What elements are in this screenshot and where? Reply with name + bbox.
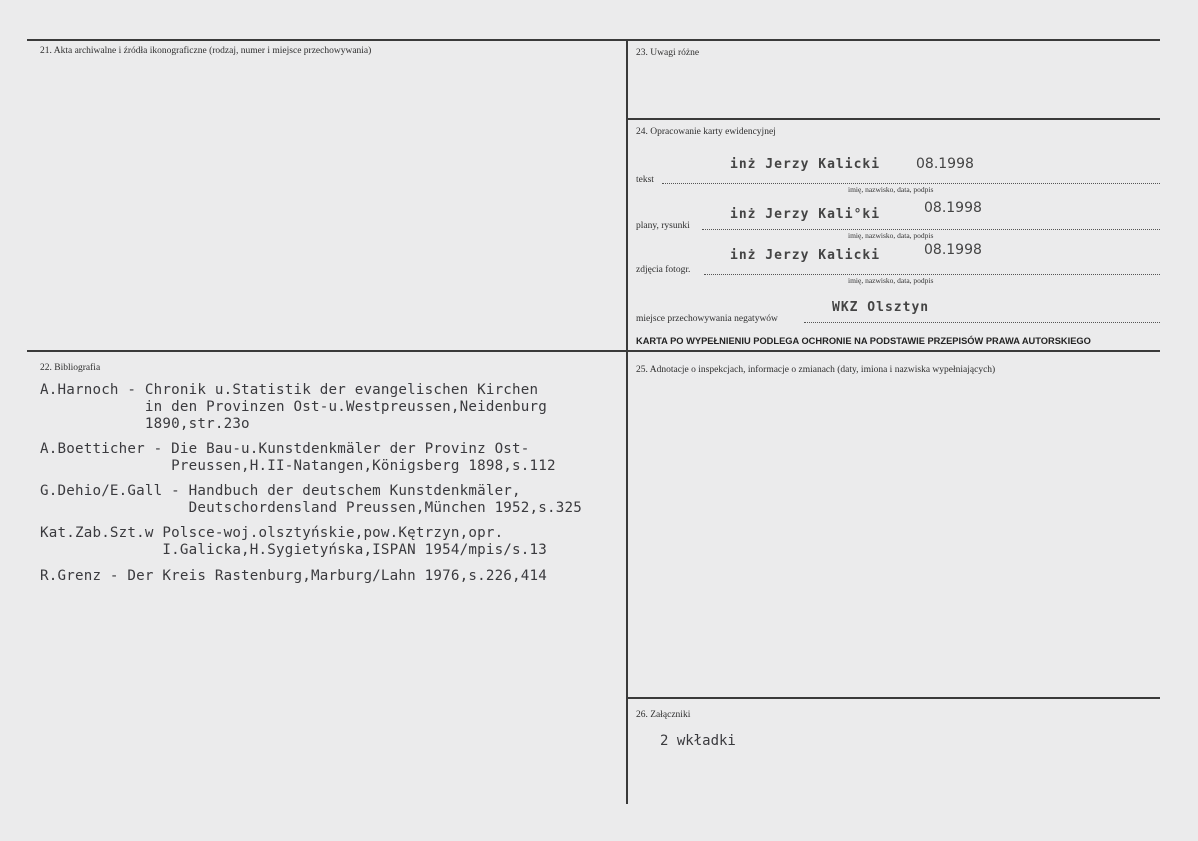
copyright-note: KARTA PO WYPEŁNIENIU PODLEGA OCHRONIE NA PODSTAWIE PRZEPISÓW PRAWA AUTORSKIEGO xyxy=(636,336,1091,346)
plans-row-caption: imię, nazwisko, data, podpis xyxy=(848,231,934,240)
text-row-label: tekst xyxy=(636,175,654,185)
field23-label: 23. Uwagi różne xyxy=(636,48,700,58)
text-author-name: inż Jerzy Kalicki xyxy=(730,157,881,172)
field21-label: 21. Akta archiwalne i źródła ikonograficzne (rodzaj, numer i miejsce przechowywania) xyxy=(40,46,372,56)
field25-bottom-line xyxy=(626,697,1160,699)
photos-row-caption: imię, nazwisko, data, podpis xyxy=(848,276,934,285)
photos-author-date: 08.1998 xyxy=(924,242,982,258)
field23-bottom-line xyxy=(626,118,1160,120)
bibliography-line: G.Dehio/E.Gall - Handbuch der deutschem Kunstdenkmäler, xyxy=(40,483,521,499)
bibliography-line: Preussen,H.II-Natangen,Königsberg 1898,s.112 xyxy=(40,458,556,474)
negatives-location-value: WKZ Olsztyn xyxy=(832,300,930,315)
negatives-dotted-line xyxy=(804,322,1160,323)
bibliography-line: A.Harnoch - Chronik u.Statistik der evangelischen Kirchen xyxy=(40,382,539,398)
text-row-caption: imię, nazwisko, data, podpis xyxy=(848,185,934,194)
field24-label: 24. Opracowanie karty ewidencyjnej xyxy=(636,127,776,137)
bibliography-line: Deutschordensland Preussen,München 1952,s.325 xyxy=(40,500,582,516)
text-author-date: 08.1998 xyxy=(916,156,974,172)
plans-author-name: inż Jerzy Kali°ki xyxy=(730,207,881,222)
photos-row-label: zdjęcia fotogr. xyxy=(636,265,691,275)
bibliography-line: Kat.Zab.Szt.w Polsce-woj.olsztyńskie,pow.Kętrzyn,opr. xyxy=(40,525,504,541)
plans-author-date: 08.1998 xyxy=(924,200,982,216)
bibliography-line: I.Galicka,H.Sygietyńska,ISPAN 1954/mpis/s.13 xyxy=(40,542,548,558)
center-divider xyxy=(626,39,628,804)
photos-row-dotted-line xyxy=(704,274,1160,275)
plans-row-label: plany, rysunki xyxy=(636,221,690,231)
text-row-dotted-line xyxy=(662,183,1160,184)
top-border xyxy=(27,39,1160,41)
bibliography-line: A.Boetticher - Die Bau-u.Kunstdenkmäler der Provinz Ost- xyxy=(40,441,530,457)
plans-row-dotted-line xyxy=(702,229,1160,230)
bibliography-line: R.Grenz - Der Kreis Rastenburg,Marburg/Lahn 1976,s.226,414 xyxy=(40,568,548,584)
bibliography-line: in den Provinzen Ost-u.Westpreussen,Neidenburg xyxy=(40,399,548,415)
photos-author-name: inż Jerzy Kalicki xyxy=(730,248,881,263)
field22-label: 22. Bibliografia xyxy=(40,363,101,373)
attachments-value: 2 wkładki xyxy=(660,733,736,749)
field26-label: 26. Załączniki xyxy=(636,710,691,720)
field25-label: 25. Adnotacje o inspekcjach, informacje o zmianach (daty, imiona i nazwiska wypełniających) xyxy=(636,365,996,375)
mid-horizontal-divider xyxy=(27,350,1160,352)
negatives-location-label: miejsce przechowywania negatywów xyxy=(636,314,778,324)
bibliography-line: 1890,str.23o xyxy=(40,416,250,432)
